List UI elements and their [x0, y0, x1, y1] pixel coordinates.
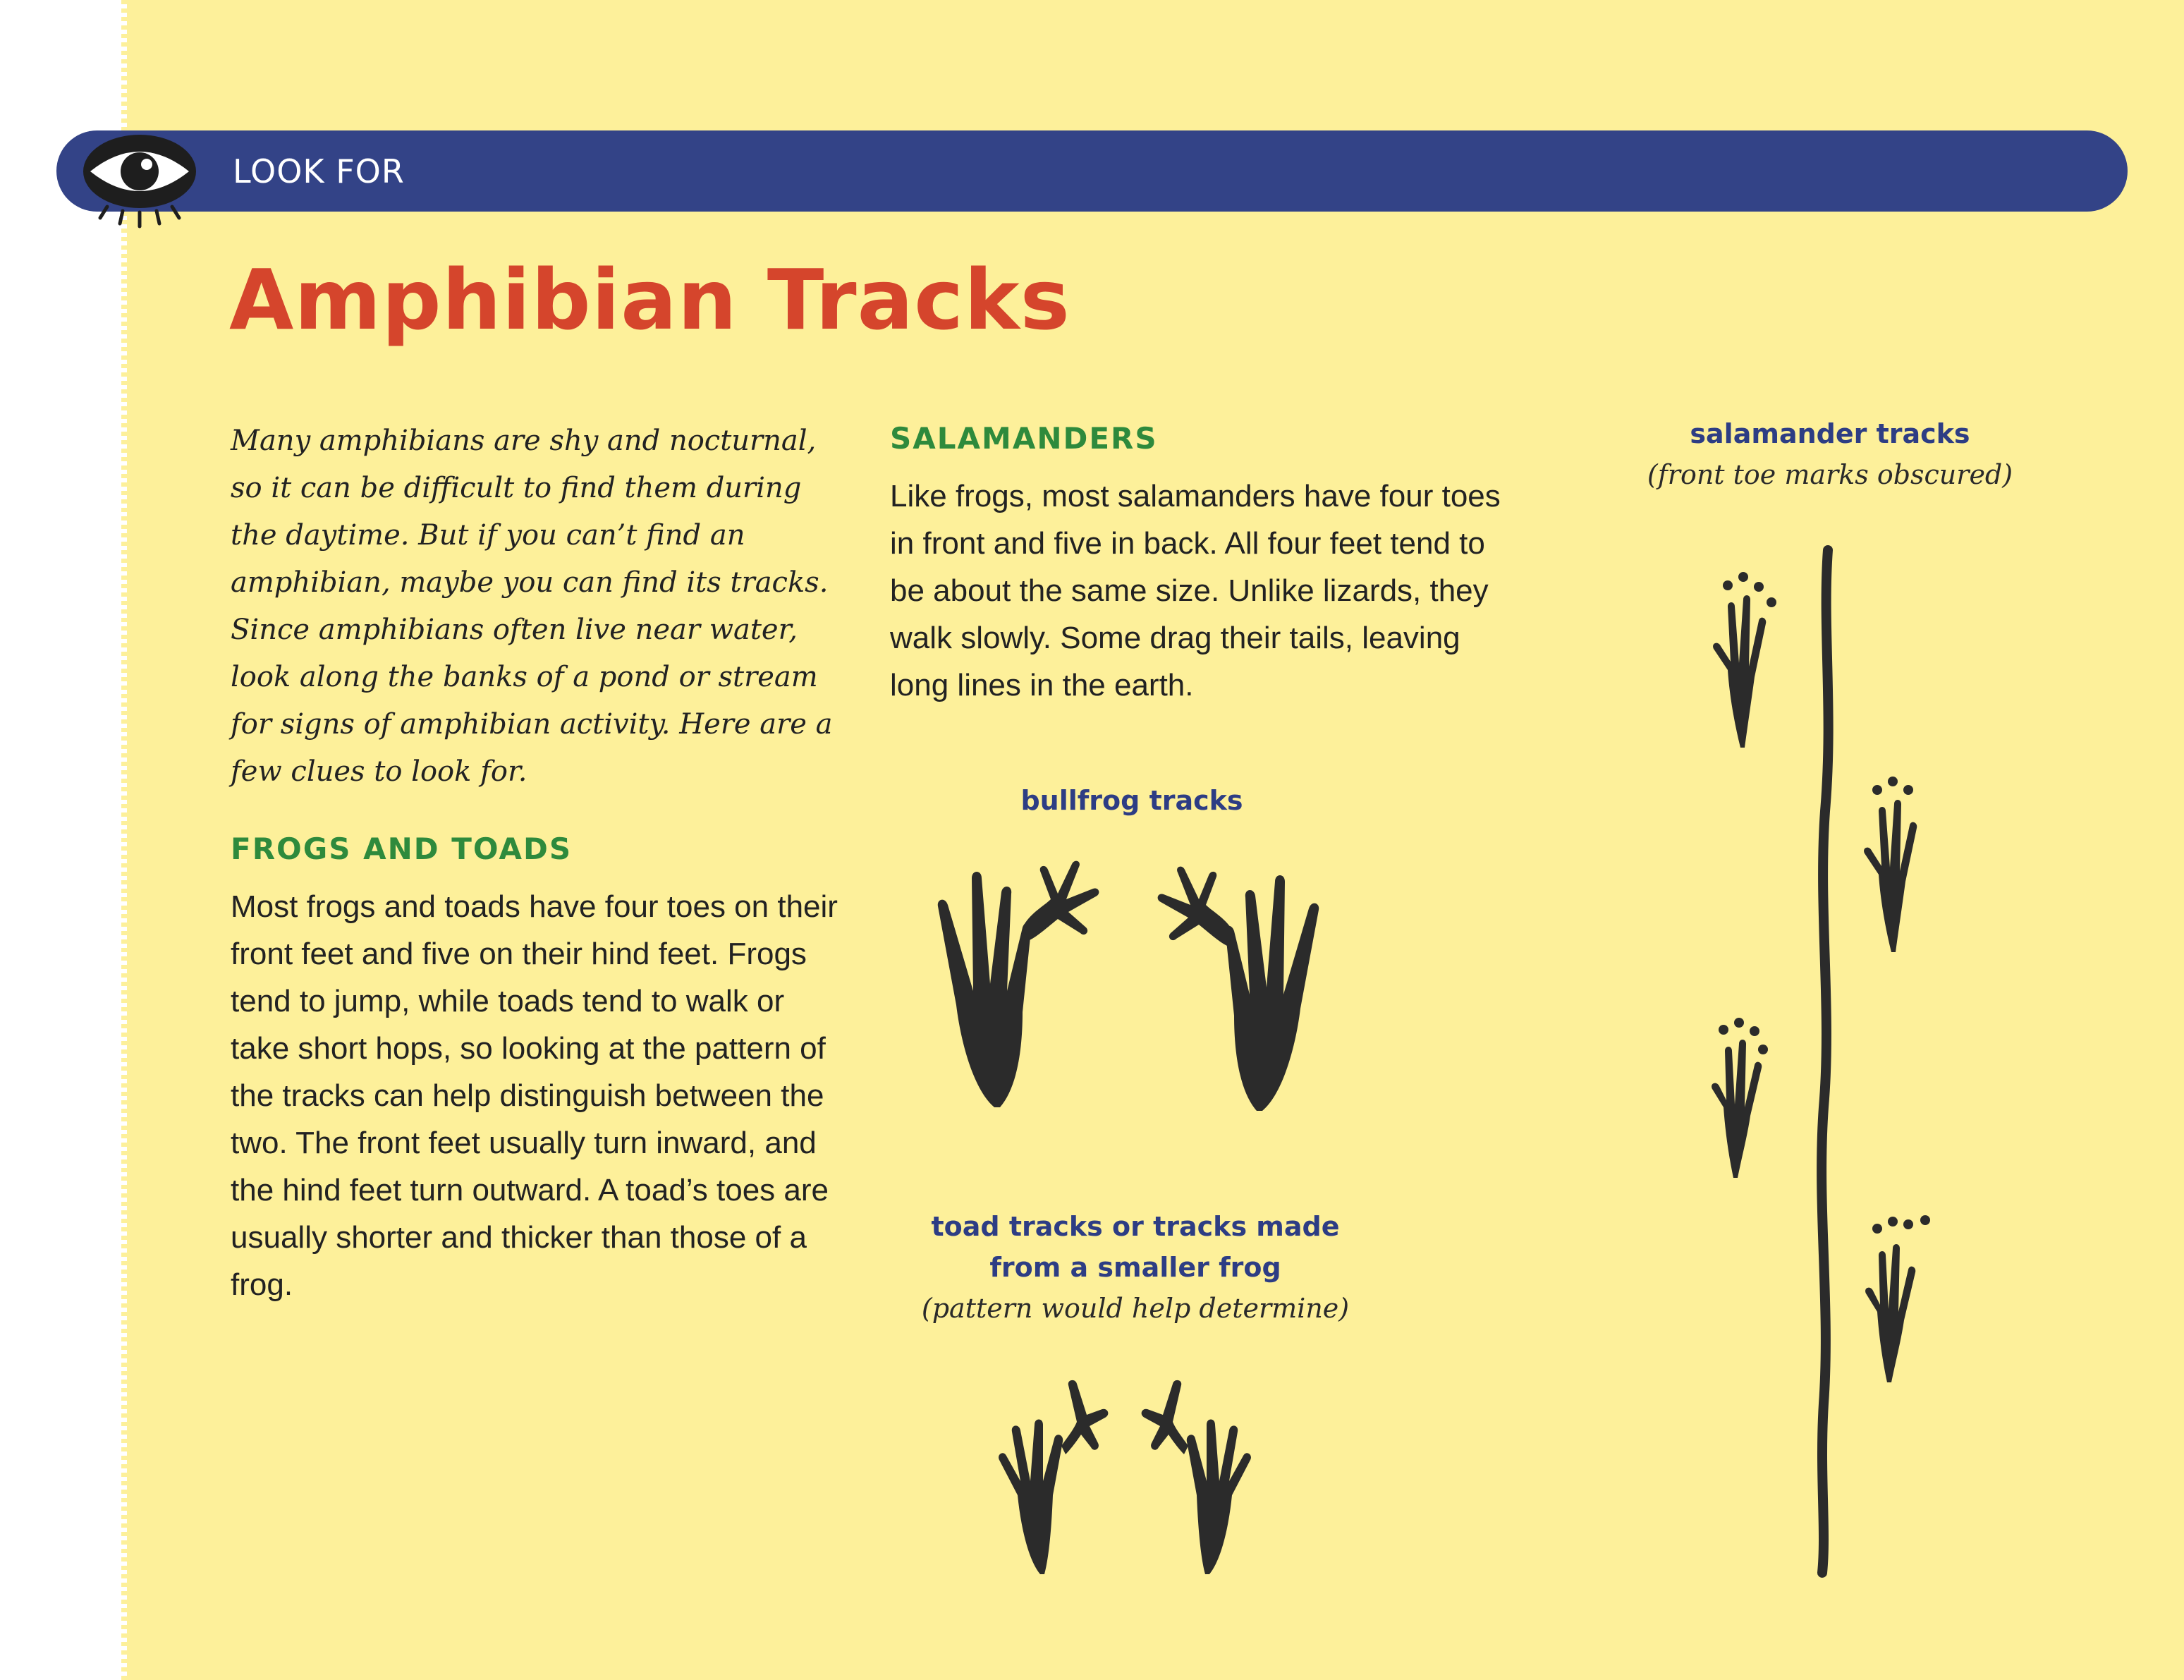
salamander-track-3	[1712, 1018, 1768, 1178]
salamander-caption	[1615, 413, 2045, 495]
salamander-track-4	[1865, 1215, 1930, 1382]
toad-front-left-track	[1061, 1380, 1108, 1454]
bullfrog-caption-text: bullfrog tracks	[1020, 785, 1243, 816]
bullfrog-front-left-track	[1023, 861, 1099, 940]
page-edge	[0, 0, 124, 1680]
salamander-track-2	[1864, 777, 1917, 952]
salamander-tracks-illustration	[1692, 543, 1946, 1580]
bullfrog-tracks-illustration	[917, 850, 1354, 1125]
salamanders-heading: SALAMANDERS	[890, 421, 1158, 456]
salamanders-paragraph: Like frogs, most salamanders have four toes in front and five in back. All four feet tend to be about the same size. Unlike lizards, they walk slowly. Some drag their tails, leaving long lines in the earth.	[890, 479, 1501, 702]
toad-hind-right-track	[1187, 1420, 1251, 1575]
toad-caption	[892, 1206, 1379, 1329]
intro-paragraph: Many amphibians are shy and nocturnal, so it can be difficult to find them during the daytime. But if you can’t find an amphibian, maybe you can find its tracks. Since amphibians often live near water, look along the banks of a pond or stream for signs of amphibian activity. Here are a few clues to look for.	[231, 425, 833, 788]
page-title: Amphibian Tracks	[229, 251, 1070, 348]
eye-icon	[78, 123, 201, 229]
bullfrog-front-right-track	[1158, 867, 1234, 946]
toad-caption-line1: toad tracks or tracks made	[931, 1211, 1340, 1242]
bullfrog-caption	[938, 780, 1326, 821]
toad-caption-line2: from a smaller frog	[989, 1252, 1281, 1283]
frogs-paragraph: Most frogs and toads have four toes on their front feet and five on their hind feet. Frogs tend to jump, while toads tend to walk or take short hops, so looking at the pattern of the tracks can help distinguish between the two. The front feet usually turn inward, and the hind feet turn outward. A toad’s toes are usually shorter and thicker than those of a frog.	[231, 889, 838, 1302]
frogs-heading: FROGS AND TOADS	[231, 832, 573, 866]
toad-caption-note: (pattern would help determine)	[921, 1293, 1350, 1324]
salamander-track-1	[1713, 572, 1776, 748]
salamander-caption-text: salamander tracks	[1690, 418, 1970, 449]
bullfrog-hind-right-track	[1225, 875, 1319, 1111]
toad-tracks-illustration	[984, 1375, 1266, 1580]
toad-hind-left-track	[999, 1420, 1063, 1575]
look-for-label: LOOK FOR	[233, 152, 405, 190]
salamander-caption-note: (front toe marks obscured)	[1647, 459, 2013, 490]
bullfrog-hind-left-track	[938, 872, 1032, 1107]
tail-drag-line	[1822, 550, 1829, 1573]
toad-front-right-track	[1142, 1380, 1188, 1454]
